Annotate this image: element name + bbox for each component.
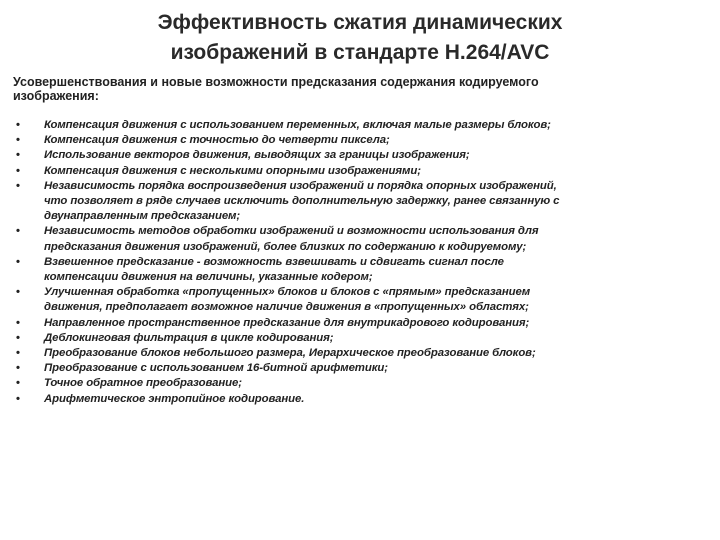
list-item [13, 376, 703, 391]
bullet-icon: • [16, 362, 20, 375]
bullet-icon: • [16, 347, 20, 360]
list-item-text: Преобразование с использованием 16-битной арифметики; [44, 362, 388, 375]
list-item-text: двунаправленным предсказанием; [44, 210, 241, 223]
list-item-text: что позволяет в ряде случаев исключить дополнительную задержку, ранее связанную с [44, 195, 560, 208]
bullet-icon: • [16, 179, 20, 192]
list-item-text: Компенсация движения с несколькими опорными изображениями; [44, 164, 421, 177]
list-item-text: компенсации движения на величины, указанные кодером; [44, 271, 373, 284]
bullet-icon: • [16, 286, 20, 299]
list-item-text: Взвешенное предсказание - возможность взвешивать и сдвигать сигнал после [44, 255, 504, 268]
list-item-text: предсказания движения изображений, более близких по содержанию к кодируемому; [44, 240, 527, 253]
title-line-2: изображений в стандарте H.264/AVC [170, 41, 550, 64]
list-item-text: движения, предполагает возможное наличие движения в «пропущенных» областях; [44, 301, 529, 314]
list-item-text: Арифметическое энтропийное кодирование. [44, 392, 305, 405]
list-item [13, 255, 703, 285]
list-item [13, 392, 703, 407]
list-item [13, 316, 703, 331]
list-item-text: Компенсация движения с точностью до четверти пиксела; [44, 134, 390, 147]
list-item-text: Точное обратное преобразование; [44, 377, 242, 390]
list-item-text: Деблокинговая фильтрация в цикле кодирования; [44, 331, 334, 344]
bullet-icon: • [16, 392, 20, 405]
bullet-icon: • [16, 255, 20, 268]
intro-line-2: изображения: [13, 89, 99, 103]
slide-title [60, 8, 660, 68]
intro-text [13, 75, 703, 103]
list-item-text: Независимость методов обработки изображений и возможности использования для [44, 225, 539, 238]
list-item-text: Компенсация движения с использованием переменных, включая малые размеры блоков; [44, 119, 551, 131]
list-item [13, 285, 703, 315]
list-item [13, 346, 703, 361]
list-item [13, 148, 703, 163]
bullet-icon: • [16, 134, 20, 147]
list-item-text: Улучшенная обработка «пропущенных» блоков и блоков с «прямым» предсказанием [44, 286, 531, 299]
bullet-icon: • [16, 331, 20, 344]
title-line-1: Эффективность сжатия динамических [157, 11, 563, 34]
feature-list [13, 118, 703, 407]
list-item-text: Использование векторов движения, выводящих за границы изображения; [44, 149, 470, 162]
bullet-icon: • [16, 149, 20, 162]
bullet-icon: • [16, 119, 20, 131]
list-item [13, 361, 703, 376]
list-item-text: Независимость порядка воспроизведения изображений и порядка опорных изображений, [44, 179, 557, 192]
list-item [13, 164, 703, 179]
list-item-text: Преобразование блоков небольшого размера, Иерархическое преобразование блоков; [44, 347, 536, 360]
bullet-icon: • [16, 225, 20, 238]
list-item [13, 179, 703, 225]
list-item-text: Направленное пространственное предсказание для внутрикадрового кодирования; [44, 316, 530, 329]
list-item [13, 118, 703, 133]
intro-line-1: Усовершенствования и новые возможности предсказания содержания кодируемого [13, 75, 539, 89]
list-item [13, 224, 703, 254]
bullet-icon: • [16, 377, 20, 390]
bullet-icon: • [16, 164, 20, 177]
list-item [13, 331, 703, 346]
list-item [13, 133, 703, 148]
bullet-icon: • [16, 316, 20, 329]
